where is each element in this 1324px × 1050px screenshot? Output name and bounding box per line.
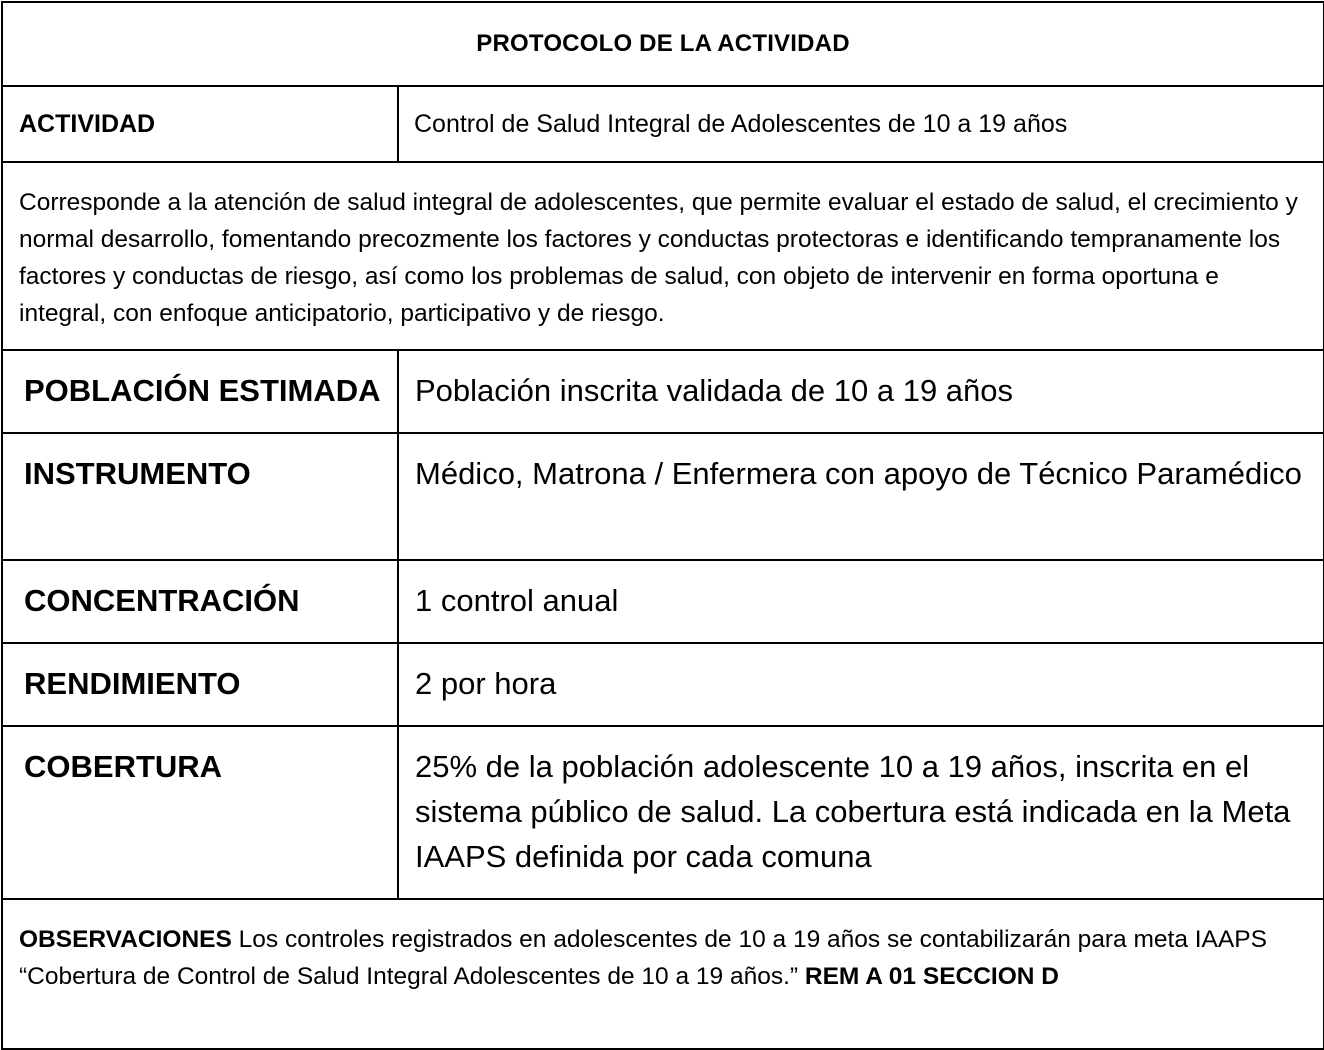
concentracion-label: CONCENTRACIÓN bbox=[2, 560, 398, 643]
poblacion-row bbox=[2, 350, 1324, 433]
observaciones-cell bbox=[2, 899, 1324, 1049]
title-row bbox=[2, 2, 1324, 86]
actividad-row bbox=[2, 86, 1324, 162]
instrumento-value: Médico, Matrona / Enfermera con apoyo de Técnico Paramédico bbox=[398, 433, 1324, 560]
description-text: Corresponde a la atención de salud integral de adolescentes, que permite evaluar el estado de salud, el crecimiento y normal desarrollo, fomentando precozmente los factores y conductas protectoras e identificando tempranamente los factores y conductas de riesgo, así como los problemas de salud, con objeto de intervenir en forma oportuna e integral, con enfoque anticipatorio, participativo y de riesgo. bbox=[2, 162, 1324, 350]
poblacion-value: Población inscrita validada de 10 a 19 años bbox=[398, 350, 1324, 433]
rendimiento-row bbox=[2, 643, 1324, 726]
protocol-table bbox=[1, 1, 1324, 1050]
actividad-label: ACTIVIDAD bbox=[2, 86, 398, 162]
description-row bbox=[2, 162, 1324, 350]
observaciones-label: OBSERVACIONES bbox=[19, 926, 232, 953]
poblacion-label: POBLACIÓN ESTIMADA bbox=[2, 350, 398, 433]
observaciones-text: Los controles registrados en adolescentes de 10 a 19 años se contabilizarán para meta IAAPS “Cobertura de Control de Salud Integral Adolescentes de 10 a 19 años.” bbox=[19, 926, 1267, 990]
instrumento-row bbox=[2, 433, 1324, 560]
cobertura-label: COBERTURA bbox=[2, 726, 398, 899]
actividad-value: Control de Salud Integral de Adolescentes de 10 a 19 años bbox=[398, 86, 1324, 162]
rendimiento-value: 2 por hora bbox=[398, 643, 1324, 726]
rendimiento-label: RENDIMIENTO bbox=[2, 643, 398, 726]
cobertura-row bbox=[2, 726, 1324, 899]
cobertura-value: 25% de la población adolescente 10 a 19 años, inscrita en el sistema público de salud. La cobertura está indicada en la Meta IAAPS definida por cada comuna bbox=[398, 726, 1324, 899]
instrumento-label: INSTRUMENTO bbox=[2, 433, 398, 560]
observaciones-row bbox=[2, 899, 1324, 1049]
observaciones-ref: REM A 01 SECCION D bbox=[804, 963, 1059, 990]
concentracion-value: 1 control anual bbox=[398, 560, 1324, 643]
table-title: PROTOCOLO DE LA ACTIVIDAD bbox=[2, 2, 1324, 86]
concentracion-row bbox=[2, 560, 1324, 643]
